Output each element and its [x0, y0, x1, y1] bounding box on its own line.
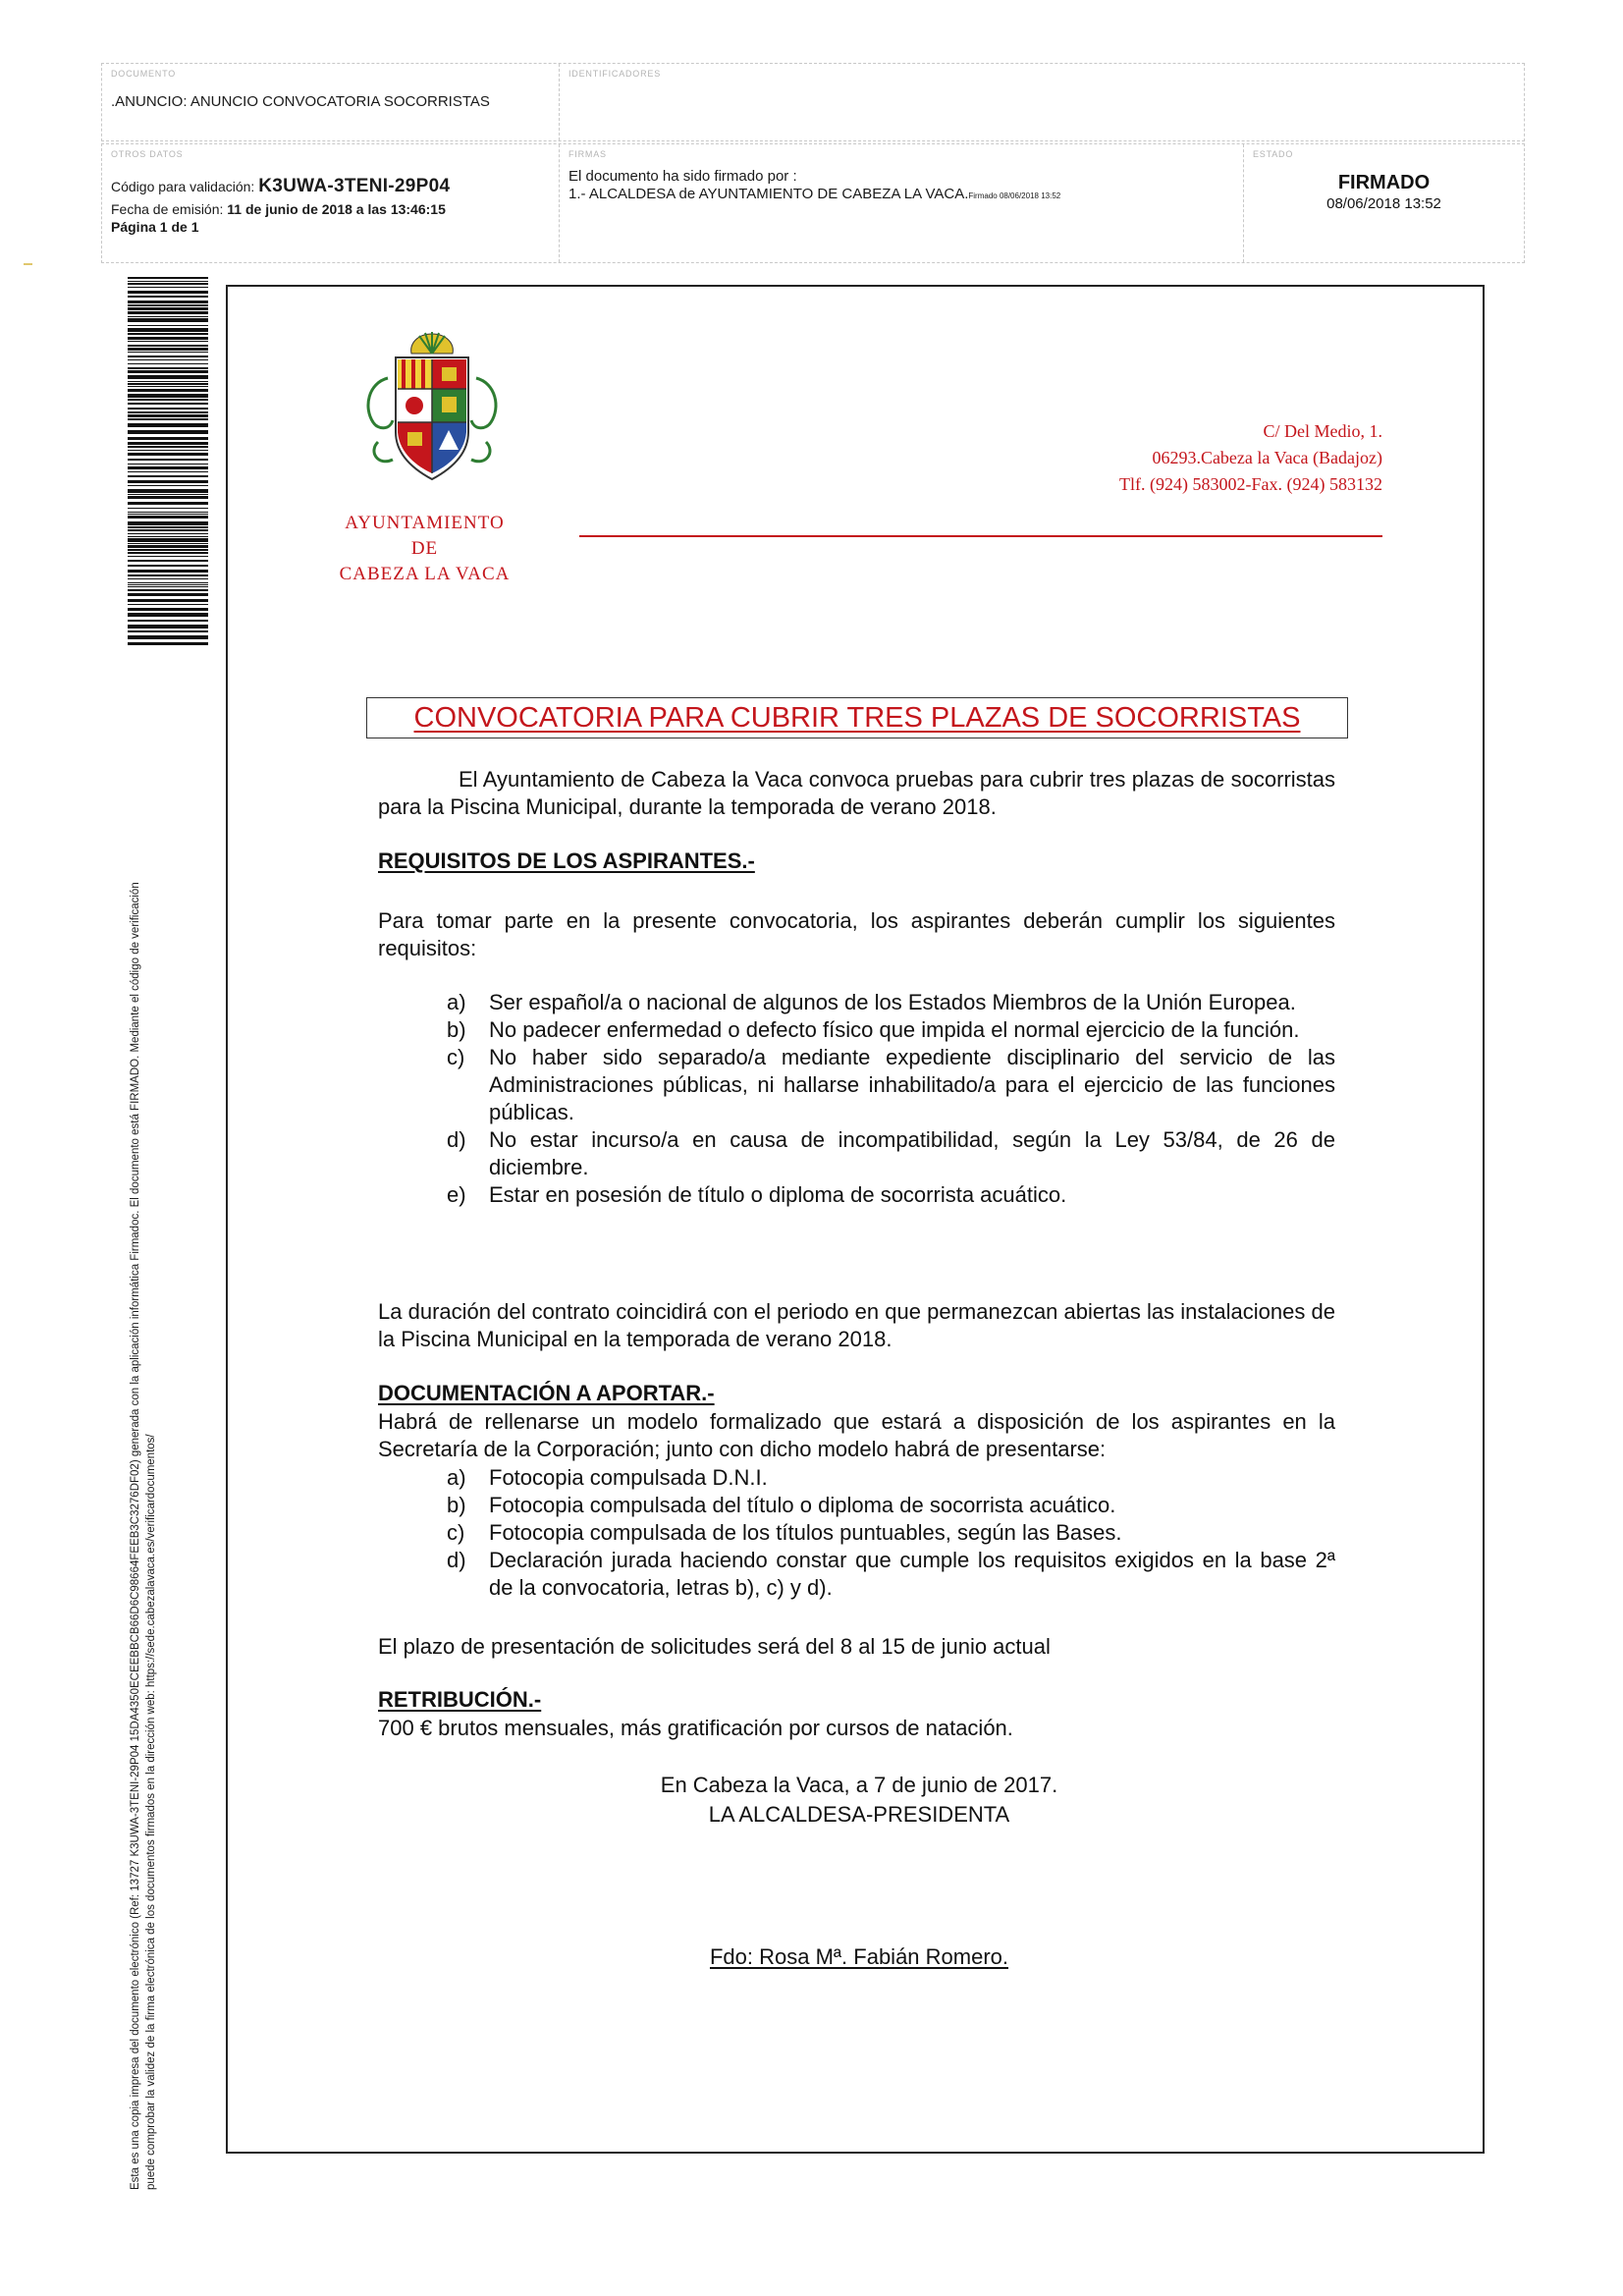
otros-datos-caption: OTROS DATOS	[111, 149, 184, 159]
barcode-bar	[128, 584, 208, 585]
barcode-bar	[128, 414, 208, 417]
barcode-bar	[128, 316, 208, 317]
address-block	[1119, 418, 1382, 498]
barcode-bar	[128, 337, 208, 340]
identificadores-caption: IDENTIFICADORES	[568, 69, 662, 79]
barcode-bar	[128, 593, 208, 596]
barcode-bar	[128, 625, 208, 629]
barcode-bar	[128, 370, 208, 373]
barcode-bar	[128, 301, 208, 303]
barcode-bar	[128, 318, 208, 322]
list-marker: c)	[447, 1520, 465, 1545]
barcode-bar	[128, 355, 208, 357]
list-marker: b)	[447, 1017, 466, 1042]
barcode-bar	[128, 464, 208, 465]
document-header-bottom	[101, 143, 1525, 263]
firmas-caption: FIRMAS	[568, 149, 607, 159]
list-item	[447, 1519, 1335, 1547]
side-text-line1: Esta es una copia impresa del documento electrónico (Ref: 13727 K3UWA-3TENI-29P04 15DA4350ECEEBBCB66D6C98664FEEB3C3276DF02) generada con la aplicación informática Firmadoc. El documento está FIRMADO. Mediante el código de verificación	[130, 882, 141, 2190]
barcode-bar	[128, 287, 208, 288]
barcode-bar	[128, 635, 208, 639]
barcode-bar	[128, 538, 208, 542]
barcode-bar	[128, 556, 208, 557]
fecha-value: 11 de junio de 2018 a las 13:46:15	[227, 201, 446, 217]
barcode-bar	[128, 536, 208, 537]
identificadores-cell	[559, 64, 1524, 140]
duracion-paragraph: La duración del contrato coincidirá con el periodo en que permanezcan abiertas las instalaciones de la Piscina Municipal en la temporada de verano 2018.	[378, 1299, 1335, 1351]
firmas-line1: El documento ha sido firmado por :	[568, 168, 797, 185]
document-title-box	[366, 697, 1348, 738]
fecha-label: Fecha de emisión:	[111, 201, 228, 217]
coat-of-arms-icon	[349, 324, 515, 491]
address-city: 06293.Cabeza la Vaca (Badajoz)	[1152, 448, 1382, 467]
document-header-top	[101, 63, 1525, 141]
list-text: Fotocopia compulsada de los títulos puntuables, según las Bases.	[489, 1520, 1122, 1545]
barcode-bar	[128, 565, 208, 567]
verification-side-text	[128, 658, 159, 2190]
barcode-bar	[128, 403, 208, 405]
barcode-bar	[128, 475, 208, 477]
organization-line3: CABEZA LA VACA	[339, 564, 511, 584]
barcode-bar	[128, 359, 208, 360]
barcode-bar	[128, 341, 208, 342]
barcode-bar	[128, 394, 208, 398]
barcode-bar	[128, 304, 208, 306]
barcode-bar	[128, 613, 208, 617]
estado-caption: ESTADO	[1253, 149, 1294, 159]
barcode-bar	[128, 570, 208, 573]
list-item	[447, 1547, 1335, 1602]
barcode-bar	[128, 630, 208, 632]
list-text: No padecer enfermedad o defecto físico que impida el normal ejercicio de la función.	[489, 1017, 1300, 1042]
list-marker: a)	[447, 1465, 466, 1490]
barcode-bar	[128, 604, 208, 605]
list-text: Fotocopia compulsada D.N.I.	[489, 1465, 768, 1490]
barcode-bar	[128, 437, 208, 440]
barcode-bar	[128, 328, 208, 332]
barcode	[128, 277, 208, 648]
barcode-bar	[128, 533, 208, 534]
list-item	[447, 1492, 1335, 1519]
barcode-bar	[128, 582, 208, 583]
barcode-bar	[128, 608, 208, 611]
retribucion-heading: RETRIBUCIÓN.-	[378, 1687, 542, 1712]
barcode-bar	[128, 514, 208, 515]
barcode-bar	[128, 283, 208, 285]
documento-cell	[102, 64, 559, 140]
list-text: Estar en posesión de título o diploma de socorrista acuático.	[489, 1182, 1067, 1207]
document-title: CONVOCATORIA PARA CUBRIR TRES PLAZAS DE SOCORRISTAS	[413, 702, 1301, 734]
letterhead-divider	[579, 535, 1382, 537]
barcode-bar	[128, 389, 208, 392]
codigo-validacion	[111, 176, 450, 197]
list-marker: b)	[447, 1493, 466, 1517]
plazo-paragraph: El plazo de presentación de solicitudes será del 8 al 15 de junio actual	[378, 1634, 1051, 1659]
barcode-bar	[128, 383, 208, 385]
barcode-bar	[128, 386, 208, 387]
list-item	[447, 1044, 1335, 1126]
firmas-cell	[559, 144, 1243, 262]
codigo-value: K3UWA-3TENI-29P04	[258, 176, 451, 196]
barcode-bar	[128, 348, 208, 351]
list-marker: e)	[447, 1182, 466, 1207]
documentacion-list	[447, 1464, 1335, 1602]
barcode-bar	[128, 352, 208, 353]
firmas-signer: 1.- ALCALDESA de AYUNTAMIENTO DE CABEZA LA VACA.	[568, 186, 969, 202]
retribucion-text: 700 € brutos mensuales, más gratificación por cursos de natación.	[378, 1716, 1013, 1740]
barcode-bar	[128, 375, 208, 379]
barcode-bar	[128, 502, 208, 505]
barcode-bar	[128, 367, 208, 369]
barcode-bar	[128, 578, 208, 579]
address-phone: Tlf. (924) 583002-Fax. (924) 583132	[1119, 474, 1382, 494]
list-text: No estar incurso/a en causa de incompatibilidad, según la Ley 53/84, de 26 de diciembre.	[489, 1127, 1335, 1179]
barcode-bar	[128, 560, 208, 562]
list-text: Declaración jurada haciendo constar que cumple los requisitos exigidos en la base 2ª de la convocatoria, letras b), c) y d).	[489, 1548, 1335, 1600]
list-marker: c)	[447, 1045, 465, 1069]
otros-datos-cell	[102, 144, 559, 262]
pagina: Página 1 de 1	[111, 219, 199, 235]
barcode-bar	[128, 599, 208, 602]
barcode-bar	[128, 430, 208, 434]
barcode-bar	[128, 408, 208, 410]
firmas-tiny-date: Firmado 08/06/2018 13:52	[968, 191, 1061, 200]
list-text: Fotocopia compulsada del título o diploma de socorrista acuático.	[489, 1493, 1116, 1517]
barcode-bar	[128, 399, 208, 401]
list-text: Ser español/a o nacional de algunos de los Estados Miembros de la Unión Europea.	[489, 990, 1296, 1014]
barcode-bar	[128, 529, 208, 531]
codigo-label: Código para validación:	[111, 179, 259, 194]
barcode-bar	[128, 442, 208, 445]
barcode-bar	[128, 363, 208, 364]
intro-paragraph: El Ayuntamiento de Cabeza la Vaca convoca pruebas para cubrir tres plazas de socorristas para la Piscina Municipal, durante la temporada de verano 2018.	[378, 767, 1335, 819]
estado-cell	[1243, 144, 1524, 262]
documento-value: .ANUNCIO: ANUNCIO CONVOCATORIA SOCORRISTAS	[111, 93, 490, 110]
barcode-bar	[128, 311, 208, 314]
barcode-bar	[128, 516, 208, 519]
barcode-bar	[128, 277, 208, 279]
barcode-bar	[128, 345, 208, 347]
scan-mark	[24, 263, 32, 265]
firmas-line2	[568, 186, 1060, 202]
barcode-bar	[128, 450, 208, 451]
barcode-bar	[128, 325, 208, 326]
fecha-emision	[111, 201, 446, 217]
barcode-bar	[128, 281, 208, 282]
barcode-bar	[128, 574, 208, 576]
barcode-bar	[128, 446, 208, 448]
cargo: LA ALCALDESA-PRESIDENTA	[708, 1802, 1010, 1827]
list-marker: d)	[447, 1127, 466, 1152]
organization-line1: AYUNTAMIENTO	[345, 513, 505, 533]
barcode-bar	[128, 466, 208, 469]
barcode-bar	[128, 549, 208, 551]
list-item	[447, 1016, 1335, 1044]
barcode-bar	[128, 552, 208, 554]
list-item	[447, 989, 1335, 1016]
barcode-bar	[128, 508, 208, 509]
barcode-bar	[128, 333, 208, 335]
list-item	[447, 1464, 1335, 1492]
estado-date: 08/06/2018 13:52	[1326, 195, 1441, 212]
barcode-bar	[128, 512, 208, 513]
barcode-bar	[128, 489, 208, 493]
list-text: No haber sido separado/a mediante expediente disciplinario del servicio de las Administraciones públicas, ni hallarse inhabilitado/a para el ejercicio de las funciones públicas.	[489, 1045, 1335, 1124]
barcode-bar	[128, 296, 208, 298]
barcode-bar	[128, 620, 208, 622]
firma: Fdo: Rosa Mª. Fabián Romero.	[709, 1944, 1009, 1969]
documento-caption: DOCUMENTO	[111, 69, 177, 79]
list-item	[447, 1126, 1335, 1181]
list-item	[447, 1181, 1335, 1209]
list-marker: d)	[447, 1548, 466, 1572]
barcode-bar	[128, 545, 208, 548]
list-marker: a)	[447, 990, 466, 1014]
barcode-bar	[128, 496, 208, 499]
barcode-bar	[128, 526, 208, 528]
barcode-bar	[128, 291, 208, 294]
side-text-line2: puede comprobar la validez de la firma electrónica de los documentos firmados en la dirección web: https://sede.cabezalavaca.es/verificardocumentos/	[145, 1434, 157, 2190]
barcode-bar	[128, 471, 208, 472]
organization-name	[295, 511, 555, 587]
barcode-bar	[128, 411, 208, 413]
estado-value: FIRMADO	[1337, 172, 1431, 193]
barcode-bar	[128, 642, 208, 645]
barcode-bar	[128, 494, 208, 495]
barcode-bar	[128, 459, 208, 461]
barcode-bar	[128, 521, 208, 525]
requisitos-intro: Para tomar parte en la presente convocatoria, los aspirantes deberán cumplir los siguientes requisitos:	[378, 908, 1335, 960]
address-street: C/ Del Medio, 1.	[1263, 421, 1382, 441]
barcode-bar	[128, 480, 208, 483]
barcode-bar	[128, 453, 208, 456]
documentacion-heading: DOCUMENTACIÓN A APORTAR.-	[378, 1381, 715, 1405]
barcode-bar	[128, 485, 208, 486]
requisitos-list	[447, 989, 1335, 1209]
lugar-fecha: En Cabeza la Vaca, a 7 de junio de 2017.	[660, 1773, 1058, 1797]
barcode-bar	[128, 381, 208, 382]
barcode-bar	[128, 586, 208, 587]
documentacion-intro: Habrá de rellenarse un modelo formalizado que estará a disposición de los aspirantes en la Secretaría de la Corporación; junto con dicho modelo habrá de presentarse:	[378, 1409, 1335, 1461]
requisitos-heading: REQUISITOS DE LOS ASPIRANTES.-	[378, 848, 755, 873]
barcode-bar	[128, 543, 208, 544]
barcode-bar	[128, 589, 208, 591]
organization-line2: DE	[410, 538, 439, 559]
barcode-bar	[128, 423, 208, 427]
barcode-bar	[128, 307, 208, 310]
barcode-bar	[128, 418, 208, 420]
